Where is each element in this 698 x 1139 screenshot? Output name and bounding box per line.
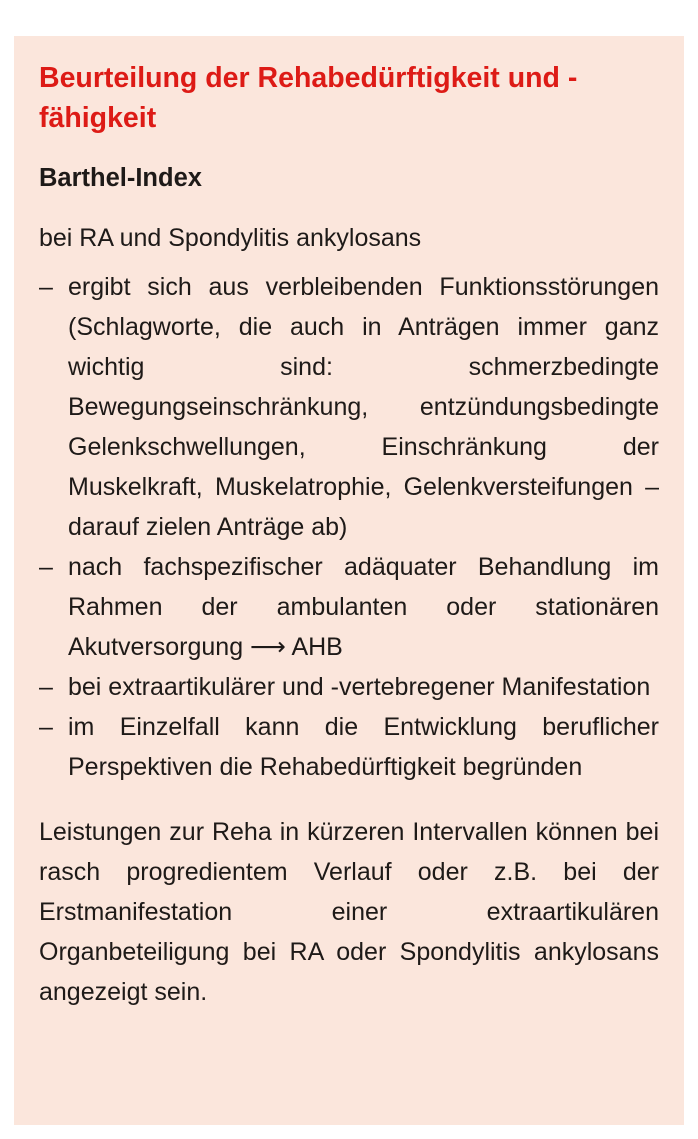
dash-marker: – <box>39 553 53 581</box>
list-item-text: ergibt sich aus verbleibenden Funktionsstörungen (Schlagworte, die auch in Anträgen immer ganz wichtig sind: schmerzbedingte Bewegungseinschränkung, entzündungsbedingte Gelenkschwellungen, Einschränkung der Muskelkraft, Muskelatrophie, Gelenkversteifungen – darauf zielen Anträge ab) <box>68 273 659 541</box>
list-item-text: im Einzelfall kann die Entwicklung beruflicher Perspektiven die Rehabedürftigkeit begründen <box>68 713 659 781</box>
list-item <box>39 547 659 667</box>
dash-marker: – <box>39 273 53 301</box>
list-item <box>39 707 659 787</box>
info-box <box>14 36 684 1125</box>
closing-paragraph: Leistungen zur Reha in kürzeren Intervallen können bei rasch progredientem Verlauf oder z.B. bei der Erstmanifestation einer extraartikulären Organbeteiligung bei RA oder Spondylitis ankylosans angezeigt sein. <box>39 818 659 1006</box>
box-title: Beurteilung der Rehabedürftigkeit und -fähigkeit <box>39 62 578 134</box>
dash-marker: – <box>39 673 53 701</box>
intro-text: bei RA und Spondylitis ankylosans <box>39 224 422 252</box>
list-item-text: bei extraartikulärer und -vertebregener Manifestation <box>68 673 651 701</box>
list-item <box>39 667 659 707</box>
dash-marker: – <box>39 713 53 741</box>
criteria-list <box>39 267 659 787</box>
list-item-text: nach fachspezifischer adäquater Behandlung im Rahmen der ambulanten oder stationären Akutversorgung ⟶ AHB <box>68 553 659 661</box>
box-subtitle: Barthel-Index <box>39 164 202 192</box>
list-item <box>39 267 659 547</box>
